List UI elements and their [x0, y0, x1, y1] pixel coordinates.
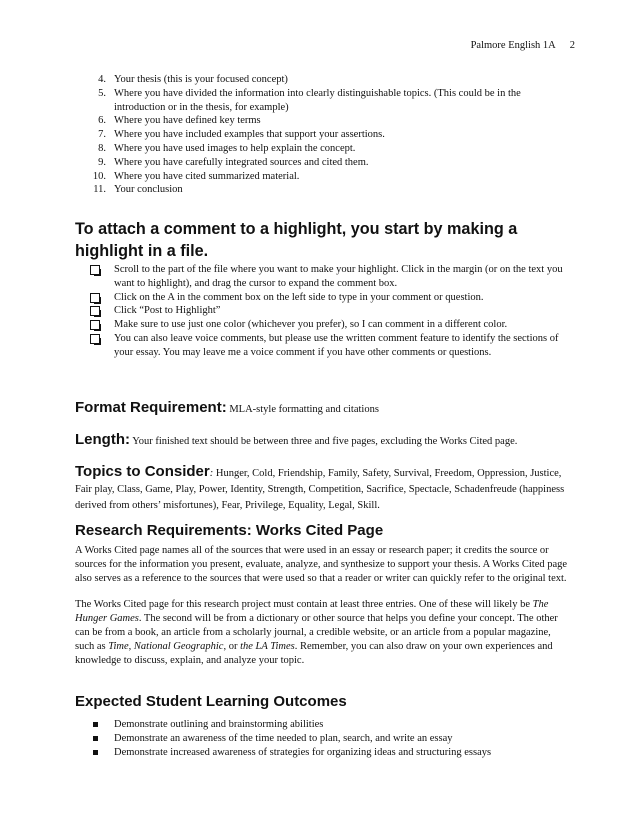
- outcomes-list: [88, 718, 570, 759]
- length-label: Length:: [75, 431, 130, 448]
- numbered-checklist: [80, 73, 570, 197]
- research-paragraph-1: A Works Cited page names all of the sources that were used in an essay or research paper; it credits the source or sources for the information you present, evaluate, analyze, and synthesize to support your thesis. A Works Cited page also serves as a reference to the sources that were used so that a reader or writer can quickly refer to the original text.: [75, 545, 568, 584]
- page-number: 2: [569, 40, 575, 51]
- list-item: 6. Where you have defined key terms: [98, 115, 261, 127]
- topics-label: Topics to Consider: [75, 463, 210, 480]
- list-item: Click “Post to Highlight”: [88, 304, 570, 318]
- topics-text: Hunger, Cold, Friendship, Family, Safety, Survival, Freedom, Oppression, Justice, Fair play, Class, Game, Play, Power, Identity, Strength, Competition, Sacrifice, Spectacle, Schadenfreude (happiness derived from others’ misfortunes), Fear, Privilege, Equality, Legal, Skill.: [75, 468, 565, 511]
- length-text: Your finished text should be between three and five pages, excluding the Works Cited page.: [132, 436, 518, 447]
- format-requirement: [75, 398, 570, 417]
- research-paragraph-2: The Works Cited page for this research project must contain at least three entries. One of these will likely be The Hunger Games. The second will be from a dictionary or other source that helps you define your concept. The other can be from a book, an article from a scholarly journal, a credible website, or an article from a popular magazine, such as Time, National Geographic, or the LA Times. Remember, you can also draw on your own experiences and knowledge to discuss, explain, and analyze your topic.: [75, 599, 558, 666]
- list-item: Make sure to use just one color (whichever you prefer), so I can comment in a different color.: [88, 318, 570, 332]
- outcomes-heading: Expected Student Learning Outcomes: [75, 693, 347, 710]
- running-title: Palmore English 1A: [470, 40, 556, 51]
- length-requirement: [75, 430, 570, 449]
- comment-section-heading: To attach a comment to a highlight, you start by making a highlight in a file.: [75, 220, 518, 260]
- format-text: MLA-style formatting and citations: [229, 404, 379, 415]
- list-item: Demonstrate an awareness of the time needed to plan, search, and write an essay: [88, 732, 570, 746]
- checkbox-icon: [90, 265, 100, 275]
- list-item: 4. Your thesis (this is your focused concept): [98, 74, 288, 85]
- square-bullet-icon: [93, 750, 98, 755]
- list-item: Demonstrate increased awareness of strategies for organizing ideas and structuring essays: [88, 746, 570, 760]
- comment-steps-list: [88, 263, 570, 360]
- checkbox-icon: [90, 320, 100, 330]
- research-requirements: [75, 521, 570, 668]
- square-bullet-icon: [93, 736, 98, 741]
- list-item: Demonstrate outlining and brainstorming abilities: [88, 718, 570, 732]
- list-item: 5. Where you have divided the information into clearly distinguishable topics. (This could be in the introduction or in the thesis, for example): [98, 87, 521, 113]
- list-item: 9. Where you have carefully integrated sources and cited them.: [98, 156, 369, 168]
- checkbox-icon: [90, 306, 100, 316]
- running-header: [0, 40, 575, 51]
- list-item: 11. Your conclusion: [93, 184, 183, 196]
- checkbox-icon: [90, 293, 100, 303]
- list-item: 8. Where you have used images to help explain the concept.: [98, 142, 356, 154]
- research-heading: Research Requirements: Works Cited Page: [75, 522, 384, 539]
- format-label: Format Requirement:: [75, 399, 227, 416]
- checkbox-icon: [90, 334, 100, 344]
- outcomes-header: [75, 692, 570, 711]
- list-item: Click on the A in the comment box on the left side to type in your comment or question.: [88, 291, 570, 305]
- list-item: 10. Where you have cited summarized material.: [92, 170, 300, 182]
- list-item: 7. Where you have included examples that support your assertions.: [98, 129, 385, 141]
- square-bullet-icon: [93, 722, 98, 727]
- comment-section-header: [75, 219, 570, 262]
- topics-to-consider: Topics to Consider: Hunger, Cold, Friendship, Family, Safety, Survival, Freedom, Oppression, Justice, Fair play, Class, Game, Play, Power, Identity, Strength, Competition, Sacrifice, Spectacle, Schadenfreude (happiness derived from others’ misfortunes), Fear, Privilege, Equality, Legal, Skill.: [75, 463, 565, 511]
- list-item: You can also leave voice comments, but please use the written comment feature to identify the sections of your essay. You may leave me a voice comment if you have other comments or questions.: [88, 332, 570, 360]
- list-item: Scroll to the part of the file where you want to make your highlight. Click in the margin (or on the text you want to highlight), and drag the cursor to expand the comment box.: [88, 263, 570, 291]
